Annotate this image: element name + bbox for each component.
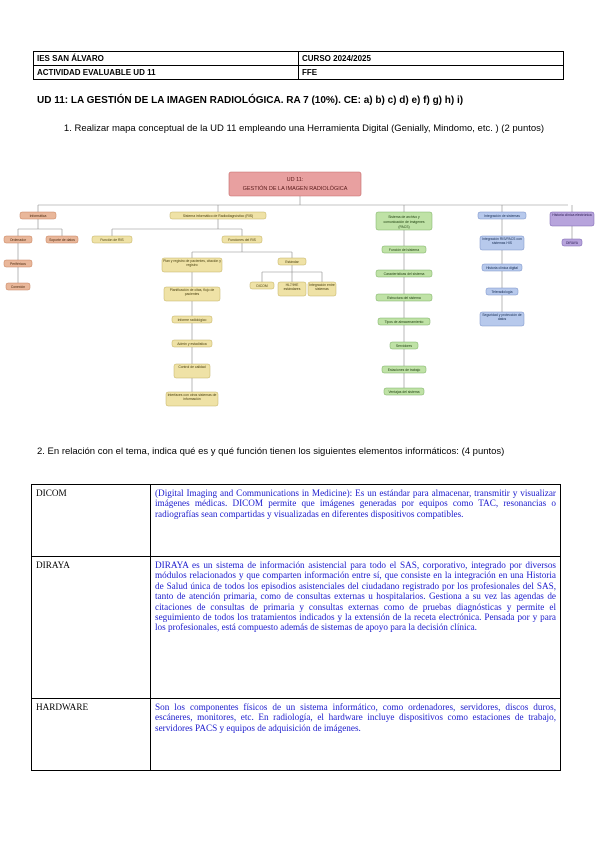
concept-map [0, 160, 600, 412]
map-text-soporte: Soporte de datos [49, 238, 75, 242]
map-root-line1: UD 11: [286, 177, 304, 183]
map-text-ris: Sistema informático de Radiodiagnóstico (RIS) [182, 214, 254, 218]
map-text-ris-funcion: Función de RIS [100, 238, 124, 242]
map-text-ris-funciones: Funciones del RIS [228, 238, 256, 242]
map-text-diraya: DIRAYA [565, 241, 579, 245]
table-row [32, 557, 561, 699]
map-text-pacs-estructura: Estructura del sistema [387, 296, 421, 300]
table-row [32, 699, 561, 771]
header-program: FFE [299, 66, 564, 80]
map-text-ris-interfaces: Interfaces con otros sistemas de información [167, 393, 217, 402]
map-text-ris-hl7: HL7/IHE estándares [283, 283, 301, 292]
map-text-ris-estandar: Estándar [285, 260, 299, 264]
map-text-int-telerad: Teleradiología [491, 290, 513, 294]
map-text-pacs-almacen: Tipos de almacenamiento [384, 320, 424, 324]
map-text-pacs-line1: Sistema de archivo y [388, 215, 420, 219]
map-text-ris-informe: Informe radiológico [177, 318, 207, 322]
map-text-hce: Historia clínica electrónica [552, 213, 592, 217]
header-activity: ACTIVIDAD EVALUABLE UD 11 [34, 66, 299, 80]
map-root-line2: GESTIÓN DE LA IMAGEN RADIOLÓGICA [242, 186, 348, 192]
definitions-table [31, 484, 561, 771]
map-text-ris-dicom: DICOM [256, 284, 268, 288]
definition-text: DIRAYA es un sistema de información asistencial para todo el SAS, corporativo, integrado por diversos módulos relacionados y que comparten información entre sí, que consiste en la integración en una Historia de Salud única de todos los episodios asistenciales del ciudadano registrado por los profesionales del SAS, tanto de atención primaria, como de consultas externas u hospitalarios. Gestiona a su vez las agendas de citaciones de consultas de primaria y consultas externas como de pruebas diagnósticas y permite el seguimiento de todos los tratamientos indicados y la extensión de la receta electrónica. Pensada por y para los profesionales, está compuesto además de sistemas de apoyo para la decisión clínica. [151, 557, 561, 699]
map-text-conexion: Conexión [10, 285, 26, 289]
map-text-informatica: Informática [29, 214, 47, 218]
question-1: 1. Realizar mapa conceptual de la UD 11 empleando una Herramienta Digital (Genially, Mindomo, etc. ) (2 puntos) [63, 123, 545, 134]
definition-text: (Digital Imaging and Communications in Medicine): Es un estándar para almacenar, transmitir y visualizar imágenes médicas. DICOM permite que imágenes generadas por equipos como TAC, resonancias o radiografías sean compartidas y visualizadas en diferentes dispositivos compatibles. [151, 485, 561, 557]
map-text-ris-citas: Planificación de citas, flujo de pacientes [169, 288, 215, 297]
map-text-pacs-servidores: Servidores [395, 344, 413, 348]
page-title: UD 11: LA GESTIÓN DE LA IMAGEN RADIOLÓGICA. RA 7 (10%). CE: a) b) c) d) e) f) g) h) i) [37, 95, 464, 106]
map-text-pacs-line3: (PACS) [398, 225, 410, 229]
map-text-int-historia: Historia clínica digital [486, 266, 518, 270]
header-table [33, 51, 564, 80]
map-text-ris-admin: Admin y estadística [177, 342, 207, 346]
definition-term: HARDWARE [32, 699, 151, 771]
definition-term: DIRAYA [32, 557, 151, 699]
map-text-pacs-funcion: Función del sistema [388, 248, 420, 252]
map-text-int-seguridad: Seguridad y protección de datos [482, 313, 522, 322]
map-text-pacs-ventajas: Ventajas del sistema [388, 390, 420, 394]
question-2: 2. En relación con el tema, indica qué es y qué función tienen los siguientes elementos informáticos: (4 puntos) [37, 446, 505, 457]
map-text-ordenador: Ordenador [9, 238, 27, 242]
map-text-pacs-caract: Características del sistema [383, 272, 425, 276]
map-text-perifericos: Periféricos [9, 262, 27, 266]
map-root-node [229, 172, 361, 196]
map-text-ris-calidad: Control de calidad [178, 365, 206, 369]
header-course: CURSO 2024/2025 [299, 52, 564, 66]
map-text-ris-plan: Plan y registro de pacientes, citación y registro [163, 259, 221, 268]
definition-text: Son los componentes físicos de un sistema informático, como ordenadores, servidores, discos duros, escáneres, monitores, etc. En radiología, el hardware incluye dispositivos como estaciones de trabajo, servidores PACS y equipos de adquisición de imágenes. [151, 699, 561, 771]
header-school: IES SAN ÁLVARO [34, 52, 299, 66]
definition-term: DICOM [32, 485, 151, 557]
map-text-pacs-estaciones: Estaciones de trabajo [387, 368, 421, 372]
map-text-pacs-line2: comunicación de imágenes [383, 220, 425, 224]
map-text-integracion: Integración de sistemas [484, 214, 520, 218]
map-text-ris-integracion: Integración entre sistemas [309, 283, 335, 292]
table-row [32, 485, 561, 557]
map-text-int-ris-pacs: Integración RIS/PACS con sistemas HIS [482, 237, 522, 246]
